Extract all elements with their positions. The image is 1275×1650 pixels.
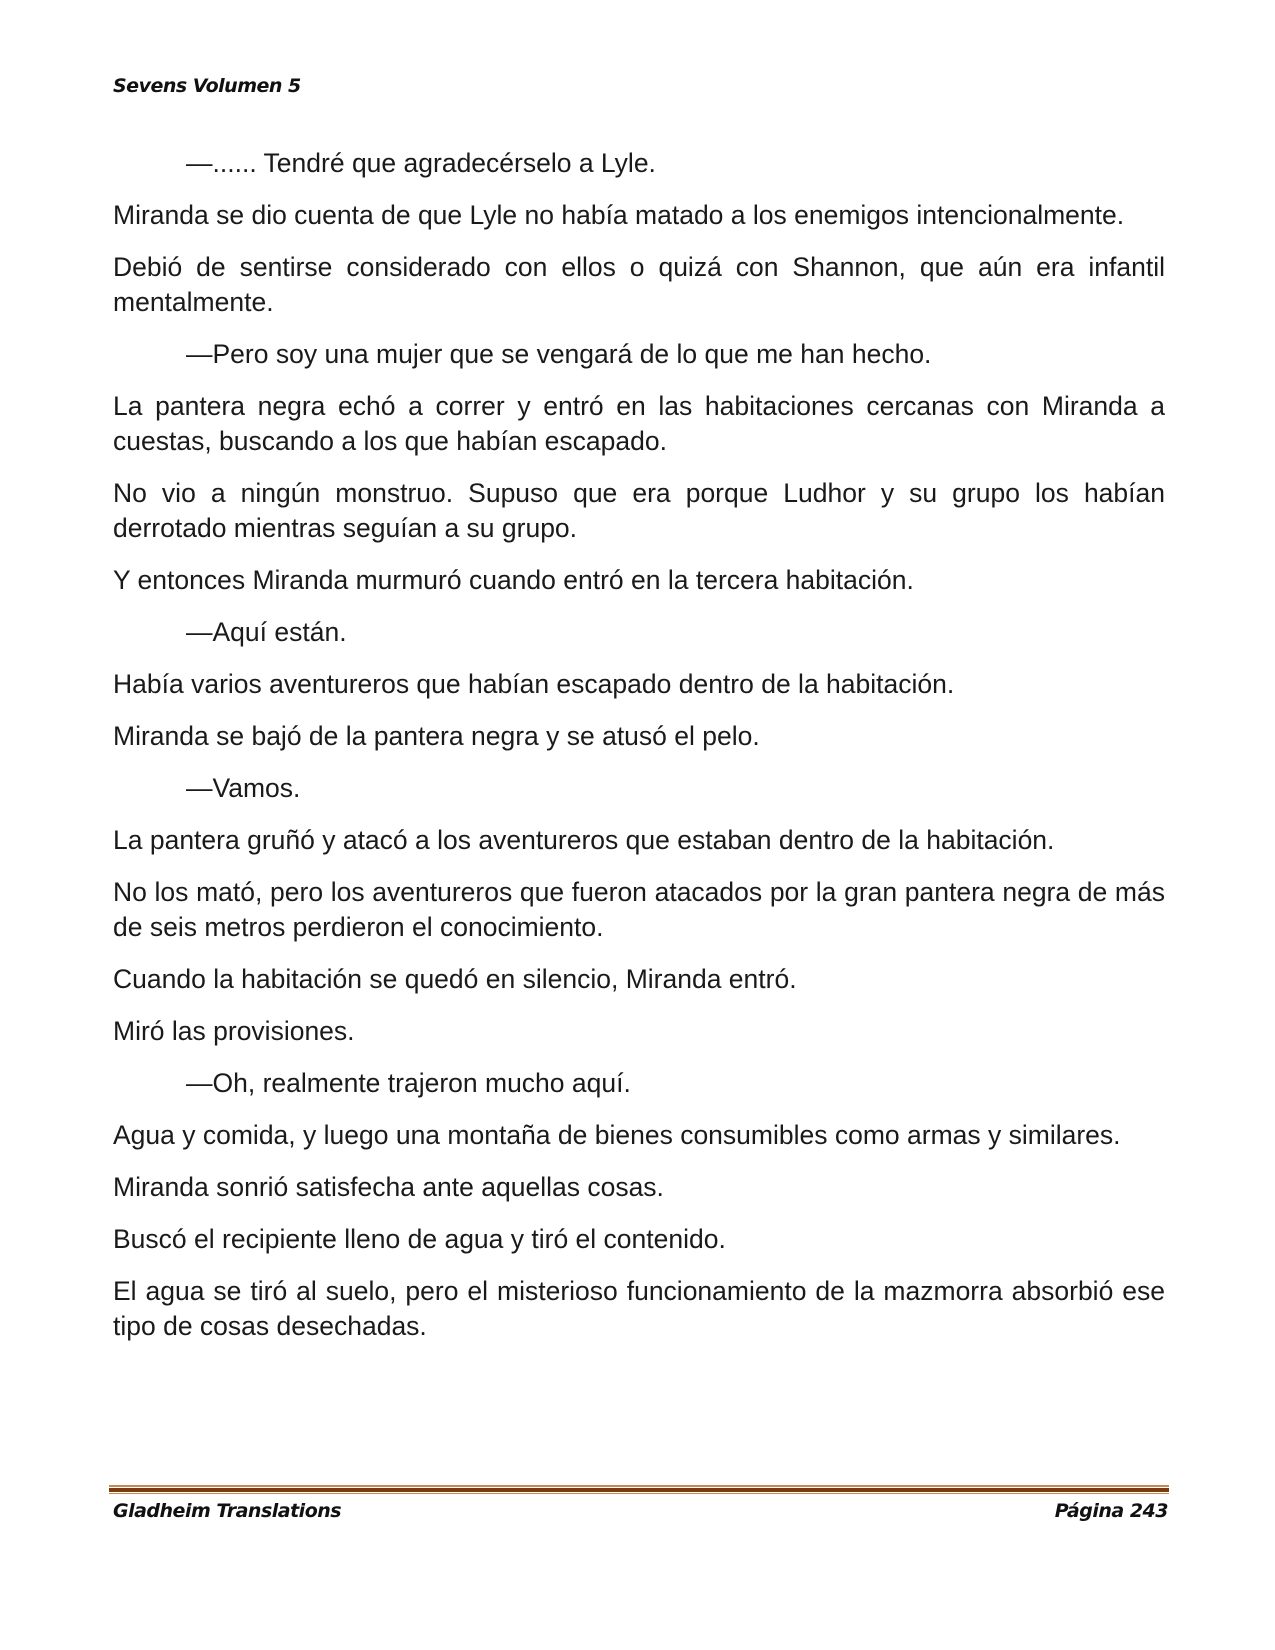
- paragraph-4: —Pero soy una mujer que se vengará de lo que me han hecho.: [186, 339, 932, 369]
- paragraph-19: Buscó el recipiente lleno de agua y tiró el contenido.: [113, 1224, 726, 1254]
- paragraph-7: Y entonces Miranda murmuró cuando entró en la tercera habitación.: [113, 565, 914, 595]
- paragraph-16: —Oh, realmente trajeron mucho aquí.: [186, 1068, 631, 1098]
- footer-publisher: Gladheim Translations: [113, 1500, 342, 1522]
- paragraph-20: El agua se tiró al suelo, pero el misterioso funcionamiento de la mazmorra absorbió ese tipo de cosas desechadas.: [113, 1276, 1165, 1341]
- paragraph-14: Cuando la habitación se quedó en silencio, Miranda entró.: [113, 964, 797, 994]
- paragraph-10: Miranda se bajó de la pantera negra y se atusó el pelo.: [113, 721, 760, 751]
- footer-rule: [109, 1485, 1169, 1494]
- paragraph-8: —Aquí están.: [186, 617, 347, 647]
- paragraph-9: Había varios aventureros que habían escapado dentro de la habitación.: [113, 669, 955, 699]
- paragraph-13: No los mató, pero los aventureros que fueron atacados por la gran pantera negra de más de seis metros perdieron el conocimiento.: [113, 877, 1165, 942]
- paragraph-3: Debió de sentirse considerado con ellos o quizá con Shannon, que aún era infantil mentalmente.: [113, 252, 1165, 317]
- paragraph-6: No vio a ningún monstruo. Supuso que era porque Ludhor y su grupo los habían derrotado mientras seguían a su grupo.: [113, 478, 1165, 543]
- paragraph-17: Agua y comida, y luego una montaña de bienes consumibles como armas y similares.: [113, 1120, 1121, 1150]
- paragraph-12: La pantera gruñó y atacó a los aventureros que estaban dentro de la habitación.: [113, 825, 1055, 855]
- page-number: Página 243: [1054, 1500, 1168, 1522]
- footer-rule-light: [109, 1485, 1169, 1487]
- paragraph-15: Miró las provisiones.: [113, 1016, 355, 1046]
- paragraph-18: Miranda sonrió satisfecha ante aquellas cosas.: [113, 1172, 664, 1202]
- paragraph-2: Miranda se dio cuenta de que Lyle no había matado a los enemigos intencionalmente.: [113, 200, 1125, 230]
- paragraph-1: —...... Tendré que agradecérselo a Lyle.: [186, 148, 656, 178]
- paragraph-5: La pantera negra echó a correr y entró en las habitaciones cercanas con Miranda a cuestas, buscando a los que habían escapado.: [113, 391, 1165, 456]
- page-body: [113, 146, 1165, 1361]
- footer-rule-light-bottom: [109, 1493, 1169, 1494]
- footer-rule-dark: [109, 1488, 1169, 1492]
- running-header: Sevens Volumen 5: [113, 75, 301, 97]
- paragraph-11: —Vamos.: [186, 773, 301, 803]
